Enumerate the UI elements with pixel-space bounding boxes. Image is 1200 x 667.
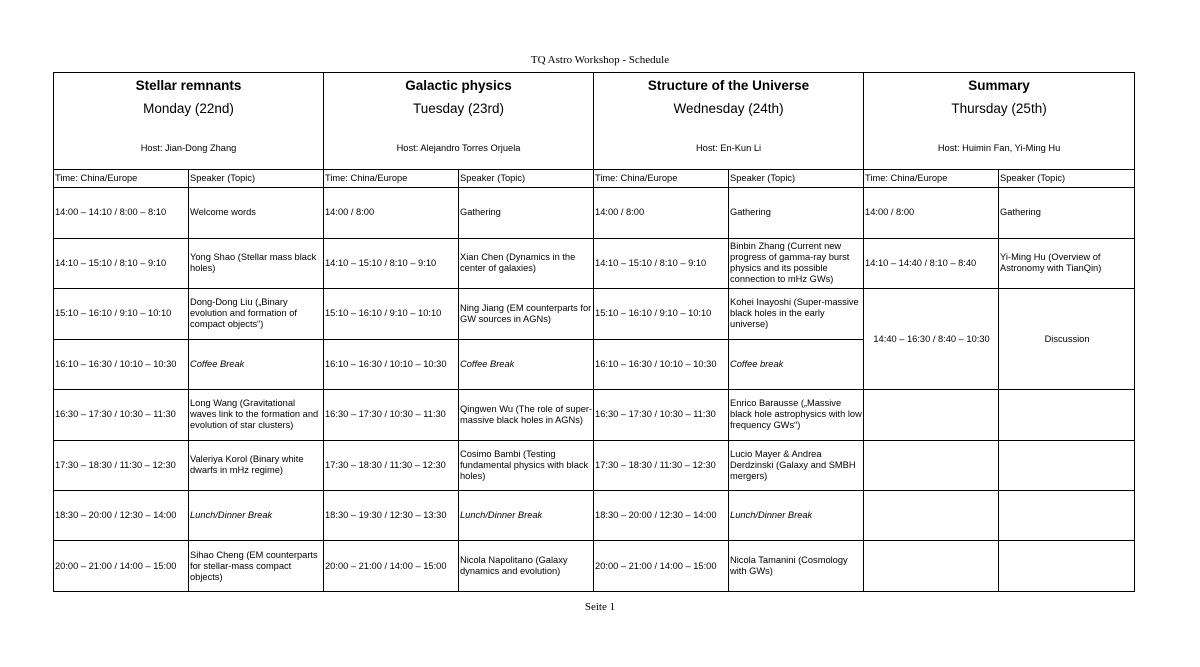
- host-label: Host: Alejandro Torres Orjuela: [396, 143, 521, 153]
- time-cell: 20:00 – 21:00 / 14:00 – 15:00: [54, 541, 189, 592]
- time-cell: 16:30 – 17:30 / 10:30 – 11:30: [594, 390, 729, 440]
- table-row: [54, 491, 1135, 541]
- track-title: Summary: [968, 78, 1030, 93]
- break-cell: Coffee Break: [459, 339, 594, 389]
- column-header-speaker: Speaker (Topic): [729, 169, 864, 187]
- table-row: [54, 440, 1135, 490]
- speaker-cell: Yong Shao (Stellar mass black holes): [189, 238, 324, 288]
- time-cell: 14:00 – 14:10 / 8:00 – 8:10: [54, 188, 189, 238]
- time-cell: 15:10 – 16:10 / 9:10 – 10:10: [594, 289, 729, 339]
- column-header-time: Time: China/Europe: [594, 169, 729, 187]
- empty-cell: [864, 440, 999, 490]
- page-title: TQ Astro Workshop - Schedule: [530, 54, 670, 66]
- time-cell: 15:10 – 16:10 / 9:10 – 10:10: [324, 289, 459, 339]
- time-cell: 16:30 – 17:30 / 10:30 – 11:30: [324, 390, 459, 440]
- time-cell: 14:10 – 14:40 / 8:10 – 8:40: [864, 238, 999, 288]
- time-cell: 18:30 – 19:30 / 12:30 – 13:30: [324, 491, 459, 541]
- day-label: Monday (22nd): [143, 101, 234, 116]
- track-title: Structure of the Universe: [647, 78, 810, 93]
- time-cell: 14:40 – 16:30 / 8:40 – 10:30: [864, 289, 999, 390]
- break-cell: Lunch/Dinner Break: [459, 491, 594, 541]
- tuesday-header: [324, 73, 594, 170]
- time-cell: 15:10 – 16:10 / 9:10 – 10:10: [54, 289, 189, 339]
- speaker-cell: Cosimo Bambi (Testing fundamental physics with black holes): [459, 440, 594, 490]
- time-cell: 14:00 / 8:00: [594, 188, 729, 238]
- time-cell: 14:00 / 8:00: [864, 188, 999, 238]
- table-row: [54, 390, 1135, 440]
- day-label: Thursday (25th): [951, 101, 1047, 116]
- speaker-cell: Dong-Dong Liu („Binary evolution and formation of compact objects“): [189, 289, 324, 339]
- time-cell: 20:00 – 21:00 / 14:00 – 15:00: [594, 541, 729, 592]
- column-header-time: Time: China/Europe: [54, 169, 189, 187]
- speaker-cell: Gathering: [459, 188, 594, 238]
- column-header-speaker: Speaker (Topic): [999, 169, 1135, 187]
- time-cell: 17:30 – 18:30 / 11:30 – 12:30: [54, 440, 189, 490]
- column-header-speaker: Speaker (Topic): [459, 169, 594, 187]
- column-header-row: [54, 169, 1135, 187]
- wednesday-header: [594, 73, 864, 170]
- table-row: [54, 289, 1135, 339]
- table-row: [54, 541, 1135, 592]
- time-cell: 16:10 – 16:30 / 10:10 – 10:30: [324, 339, 459, 389]
- time-cell: 18:30 – 20:00 / 12:30 – 14:00: [594, 491, 729, 541]
- column-header-time: Time: China/Europe: [324, 169, 459, 187]
- speaker-cell: Lucio Mayer & Andrea Derdzinski (Galaxy and SMBH mergers): [729, 440, 864, 490]
- speaker-cell: Sihao Cheng (EM counterparts for stellar-mass compact objects): [189, 541, 324, 592]
- speaker-cell: Long Wang (Gravitational waves link to the formation and evolution of star clusters): [189, 390, 324, 440]
- time-cell: 16:30 – 17:30 / 10:30 – 11:30: [54, 390, 189, 440]
- speaker-cell: Gathering: [999, 188, 1135, 238]
- table-row: [54, 238, 1135, 288]
- speaker-cell: Nicola Tamanini (Cosmology with GWs): [729, 541, 864, 592]
- speaker-cell: Ning Jiang (EM counterparts for GW sources in AGNs): [459, 289, 594, 339]
- time-cell: 18:30 – 20:00 / 12:30 – 14:00: [54, 491, 189, 541]
- day-label: Wednesday (24th): [673, 101, 784, 116]
- empty-cell: [864, 390, 999, 440]
- speaker-cell: Kohei Inayoshi (Super-massive black holes in the early universe): [729, 289, 864, 339]
- time-cell: 16:10 – 16:30 / 10:10 – 10:30: [594, 339, 729, 389]
- host-label: Host: Huimin Fan, Yi-Ming Hu: [937, 143, 1061, 153]
- time-cell: 14:10 – 15:10 / 8:10 – 9:10: [324, 238, 459, 288]
- time-cell: 17:30 – 18:30 / 11:30 – 12:30: [594, 440, 729, 490]
- speaker-cell: Xian Chen (Dynamics in the center of galaxies): [459, 238, 594, 288]
- speaker-cell: Enrico Barausse („Massive black hole astrophysics with low frequency GWs“): [729, 390, 864, 440]
- break-cell: Coffee Break: [189, 339, 324, 389]
- speaker-cell: Discussion: [999, 289, 1135, 390]
- empty-cell: [999, 390, 1135, 440]
- day-label: Tuesday (23rd): [413, 101, 505, 116]
- host-label: Host: En-Kun Li: [695, 143, 762, 153]
- day-header-row: [54, 73, 1135, 170]
- speaker-cell: Binbin Zhang (Current new progress of gamma-ray burst physics and its possible connection to mHz GWs): [729, 238, 864, 288]
- track-title: Galactic physics: [405, 78, 512, 93]
- column-header-time: Time: China/Europe: [864, 169, 999, 187]
- host-label: Host: Jian-Dong Zhang: [140, 143, 237, 153]
- empty-cell: [864, 541, 999, 592]
- break-cell: Lunch/Dinner Break: [189, 491, 324, 541]
- break-cell: Lunch/Dinner Break: [729, 491, 864, 541]
- speaker-cell: Valeriya Korol (Binary white dwarfs in mHz regime): [189, 440, 324, 490]
- track-title: Stellar remnants: [135, 78, 242, 93]
- time-cell: 16:10 – 16:30 / 10:10 – 10:30: [54, 339, 189, 389]
- time-cell: 20:00 – 21:00 / 14:00 – 15:00: [324, 541, 459, 592]
- time-cell: 17:30 – 18:30 / 11:30 – 12:30: [324, 440, 459, 490]
- speaker-cell: Welcome words: [189, 188, 324, 238]
- empty-cell: [999, 541, 1135, 592]
- speaker-cell: Gathering: [729, 188, 864, 238]
- break-cell: Coffee break: [729, 339, 864, 389]
- time-cell: 14:10 – 15:10 / 8:10 – 9:10: [54, 238, 189, 288]
- speaker-cell: Qingwen Wu (The role of super-massive black holes in AGNs): [459, 390, 594, 440]
- page-number: Seite 1: [584, 601, 616, 613]
- thursday-header: [864, 73, 1135, 170]
- speaker-cell: Yi-Ming Hu (Overview of Astronomy with TianQin): [999, 238, 1135, 288]
- speaker-cell: Nicola Napolitano (Galaxy dynamics and evolution): [459, 541, 594, 592]
- time-cell: 14:10 – 15:10 / 8:10 – 9:10: [594, 238, 729, 288]
- empty-cell: [999, 440, 1135, 490]
- empty-cell: [999, 491, 1135, 541]
- time-cell: 14:00 / 8:00: [324, 188, 459, 238]
- empty-cell: [864, 491, 999, 541]
- column-header-speaker: Speaker (Topic): [189, 169, 324, 187]
- table-row: [54, 188, 1135, 238]
- monday-header: [54, 73, 324, 170]
- schedule-table: [53, 72, 1135, 592]
